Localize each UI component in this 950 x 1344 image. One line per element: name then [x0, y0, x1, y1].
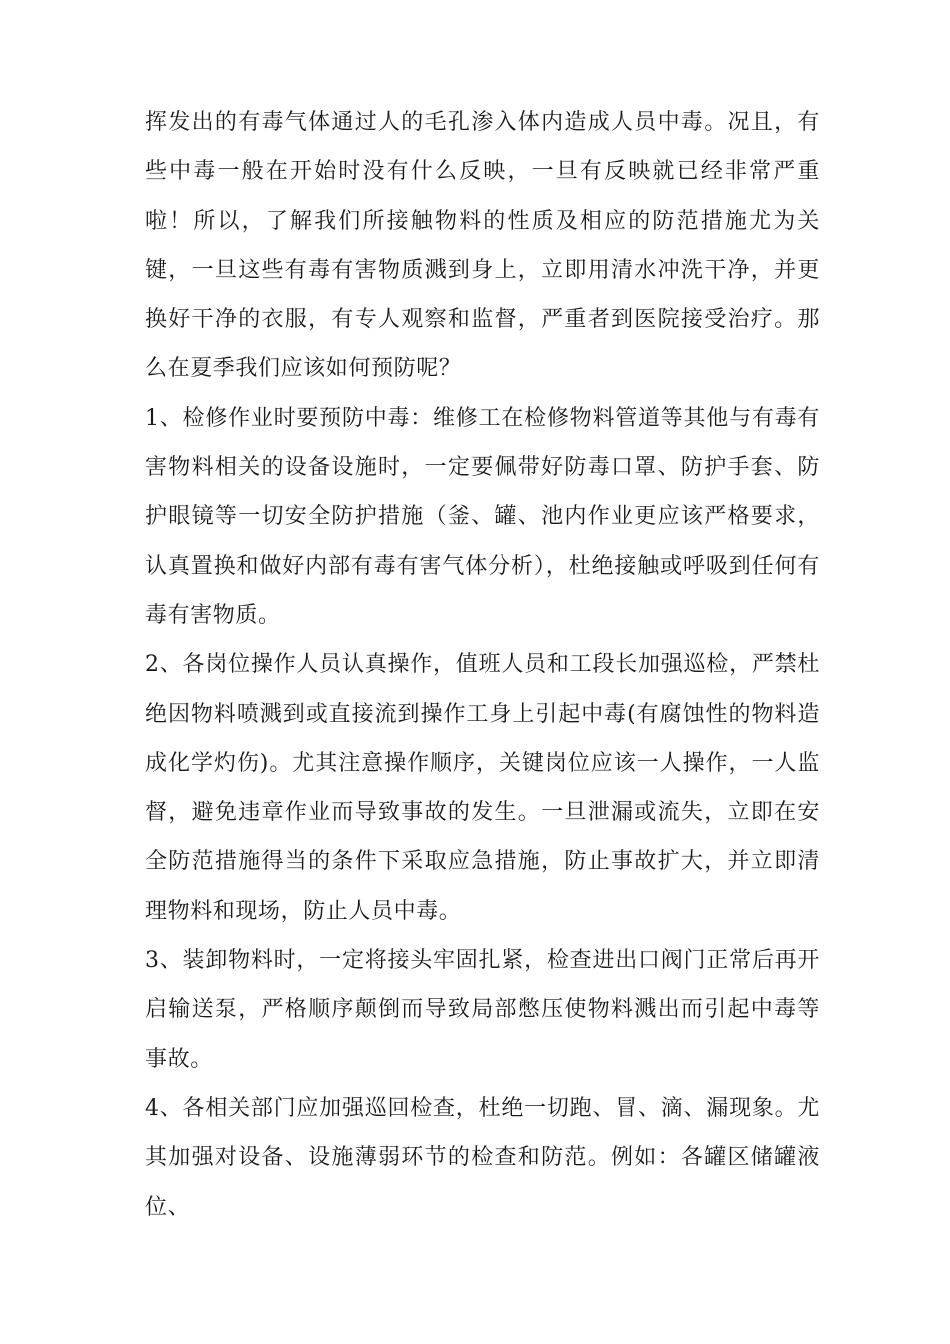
paragraph-item-1: 1、检修作业时要预防中毒：维修工在检修物料管道等其他与有毒有害物料相关的设备设施时，一定要佩带好防毒口罩、防护手套、防护眼镜等一切安全防护措施（釜、罐、池内作业更应该严格要求，认真置换和做好内部有毒有害气体分析），杜绝接触或呼吸到任何有毒有害物质。 [145, 405, 820, 628]
paragraph-item-3: 3、装卸物料时，一定将接头牢固扎紧，检查进出口阀门正常后再开启输送泵，严格顺序颠倒而导致局部憋压使物料溅出而引起中毒等事故。 [145, 948, 820, 1072]
document-body [145, 98, 820, 1232]
paragraph-intro: 挥发出的有毒气体通过人的毛孔渗入体内造成人员中毒。况且，有些中毒一般在开始时没有什么反映，一旦有反映就已经非常严重啦！所以，了解我们所接触物料的性质及相应的防范措施尤为关键，一旦这些有毒有害物质溅到身上，立即用清水冲洗干净，并更换好干净的衣服，有专人观察和监督，严重者到医院接受治疗。那么在夏季我们应该如何预防呢？ [145, 110, 820, 382]
paragraph-item-4: 4、各相关部门应加强巡回检查，杜绝一切跑、冒、滴、漏现象。尤其加强对设备、设施薄弱环节的检查和防范。例如：各罐区储罐液位、 [145, 1095, 820, 1220]
paragraph-item-2: 2、各岗位操作人员认真操作，值班人员和工段长加强巡检，严禁杜绝因物料喷溅到或直接流到操作工身上引起中毒(有腐蚀性的物料造成化学灼伤)。尤其注意操作顺序，关键岗位应该一人操作，一人监督，避免违章作业而导致事故的发生。一旦泄漏或流失，立即在安全防范措施得当的条件下采取应急措施，防止事故扩大，并立即清理物料和现场，防止人员中毒。 [145, 652, 820, 924]
